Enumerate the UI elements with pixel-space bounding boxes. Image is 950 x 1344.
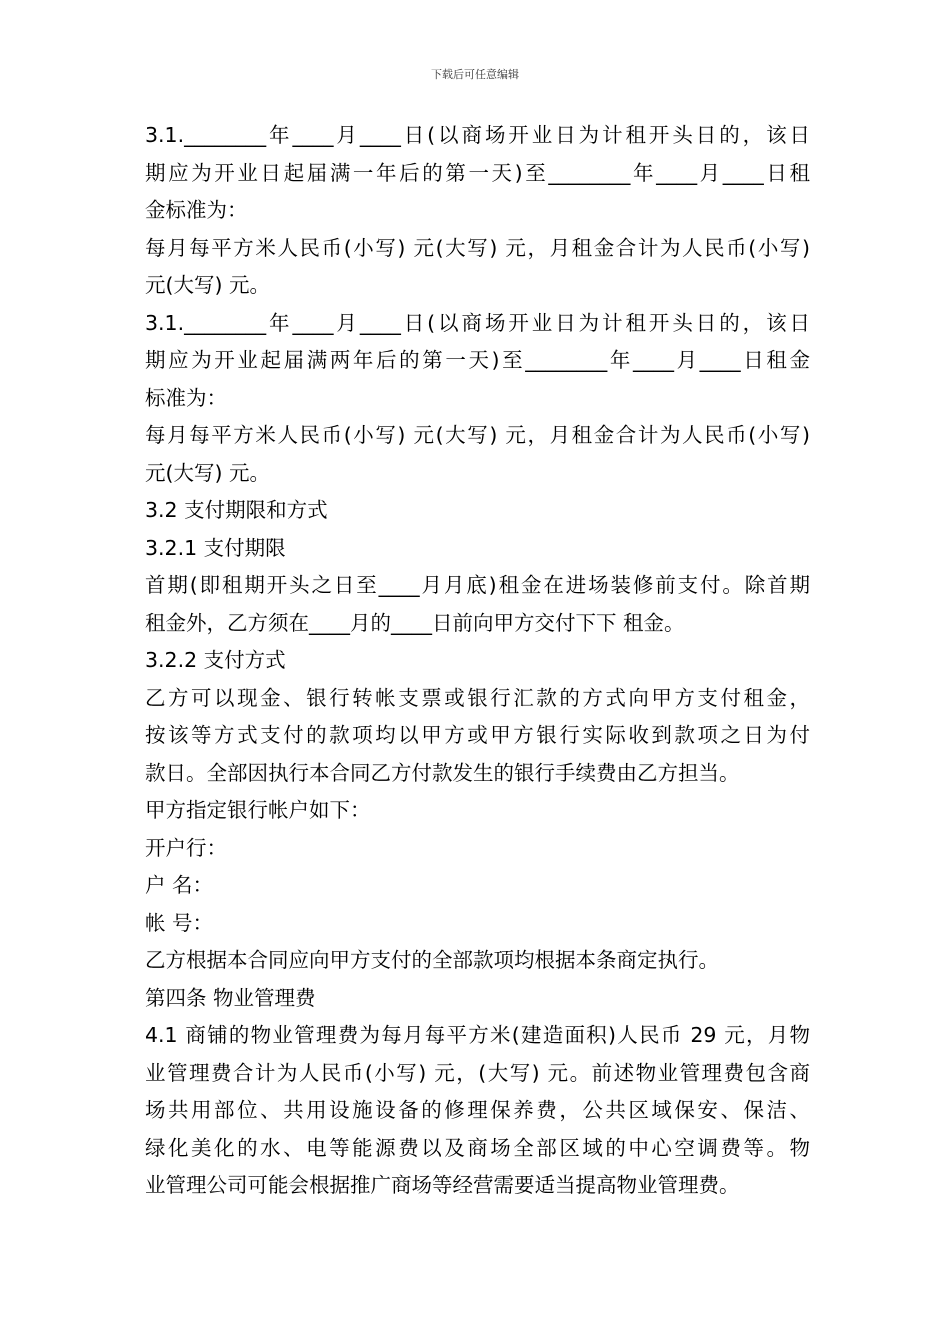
text-line: 乙方根据本合同应向甲方支付的全部款项均根据本条商定执行。 <box>145 948 719 972</box>
text-line: 户 名： <box>145 873 214 897</box>
text-line: 3.1.________年____月____日(以商场开业日为计租开头日的，该日 <box>145 310 810 335</box>
text-line: 按该等方式支付的款项均以甲方或甲方银行实际收到款项之日为付 <box>145 723 810 747</box>
text-line: 业管理公司可能会根据推广商场等经营需要适当提高物业管理费。 <box>145 1173 740 1197</box>
text-line: 乙方可以现金、银行转帐支票或银行汇款的方式向甲方支付租金， <box>145 685 810 710</box>
document-body <box>145 117 810 1205</box>
text-line: 元(大写) 元。 <box>145 460 271 485</box>
text-line: 租金外，乙方须在____月的____日前向甲方交付下下 租金。 <box>145 610 685 635</box>
text-line: 业管理费合计为人民币(小写) 元，(大写) 元。前述物业管理费包含商 <box>145 1060 810 1085</box>
text-line: 金标准为： <box>145 198 248 222</box>
text-line: 标准为： <box>145 385 227 410</box>
text-line: 首期(即租期开头之日至____月月底)租金在进场装修前支付。除首期 <box>145 573 810 597</box>
text-line: 开户行： <box>145 835 227 860</box>
text-line: 3.1.________年____月____日(以商场开业日为计租开头日的，该日 <box>145 123 810 147</box>
text-line: 甲方指定银行帐户如下： <box>145 798 371 822</box>
text-line: 每月每平方米人民币(小写) 元(大写) 元，月租金合计为人民币(小写) <box>145 235 810 260</box>
text-line: 期应为开业日起届满一年后的第一天)至________年____月____日租 <box>145 160 810 185</box>
text-line: 期应为开业起届满两年后的第一天)至________年____月____日租金 <box>145 348 810 372</box>
text-line: 场共用部位、共用设施设备的修理保养费，公共区域保安、保洁、 <box>145 1098 810 1122</box>
text-line: 款日。全部因执行本合同乙方付款发生的银行手续费由乙方担当。 <box>145 760 740 785</box>
text-line: 每月每平方米人民币(小写) 元(大写) 元，月租金合计为人民币(小写) <box>145 423 810 447</box>
text-line: 绿化美化的水、电等能源费以及商场全部区域的中心空调费等。物 <box>145 1135 810 1160</box>
text-line: 4.1 商铺的物业管理费为每月每平方米(建造面积)人民币 29 元，月物 <box>145 1023 810 1047</box>
text-line: 第四条 物业管理费 <box>145 985 316 1010</box>
text-line: 元(大写) 元。 <box>145 273 271 297</box>
text-line: 3.2 支付期限和方式 <box>145 498 328 522</box>
text-line: 3.2.2 支付方式 <box>145 648 286 672</box>
text-line: 帐 号： <box>145 910 214 935</box>
text-line: 3.2.1 支付期限 <box>145 535 286 560</box>
page-header: 下载后可任意编辑 <box>431 68 519 81</box>
